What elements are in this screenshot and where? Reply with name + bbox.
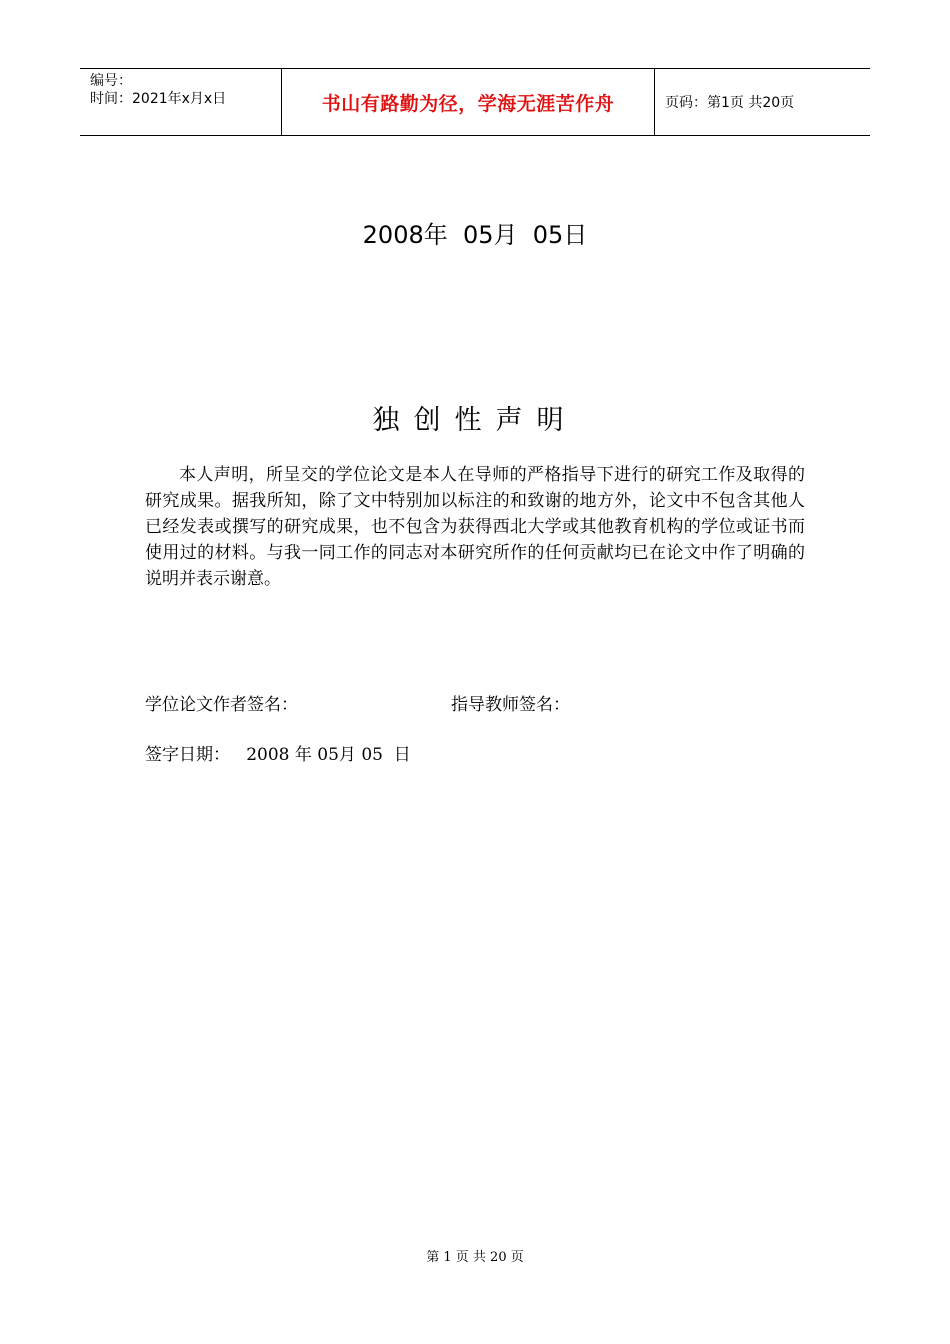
header-motto-cell (282, 69, 655, 135)
header-meta-cell (80, 69, 282, 135)
number-label: 编号： (90, 73, 132, 89)
time-label: 时间：2021年x月x日 (90, 91, 227, 107)
top-date: 2008年 05月 05日 (362, 221, 588, 249)
author-signature-label: 学位论文作者签名： (145, 695, 298, 715)
page-footer: 第 1 页 共 20 页 (426, 1250, 524, 1265)
header-page-cell (655, 69, 870, 135)
advisor-signature-label: 指导教师签名： (451, 695, 570, 715)
motto-text: 书山有路勤为径，学海无涯苦作舟 (321, 92, 615, 115)
page-header (80, 68, 870, 136)
signature-date: 签字日期： 2008 年 05月 05 日 (145, 745, 411, 765)
page-info: 页码：第1页 共20页 (665, 95, 795, 111)
page-title: 独创性声明 (372, 405, 578, 436)
declaration-paragraph: 本人声明，所呈交的学位论文是本人在导师的严格指导下进行的研究工作及取得的研究成果。据我所知，除了文中特别加以标注的和致谢的地方外，论文中不包含其他人已经发表或撰写的研究成果，也不包含为获得西北大学或其他教育机构的学位或证书而使用过的材料。与我一同工作的同志对本研究所作的任何贡献均已在论文中作了明确的说明并表示谢意。 (145, 465, 805, 589)
